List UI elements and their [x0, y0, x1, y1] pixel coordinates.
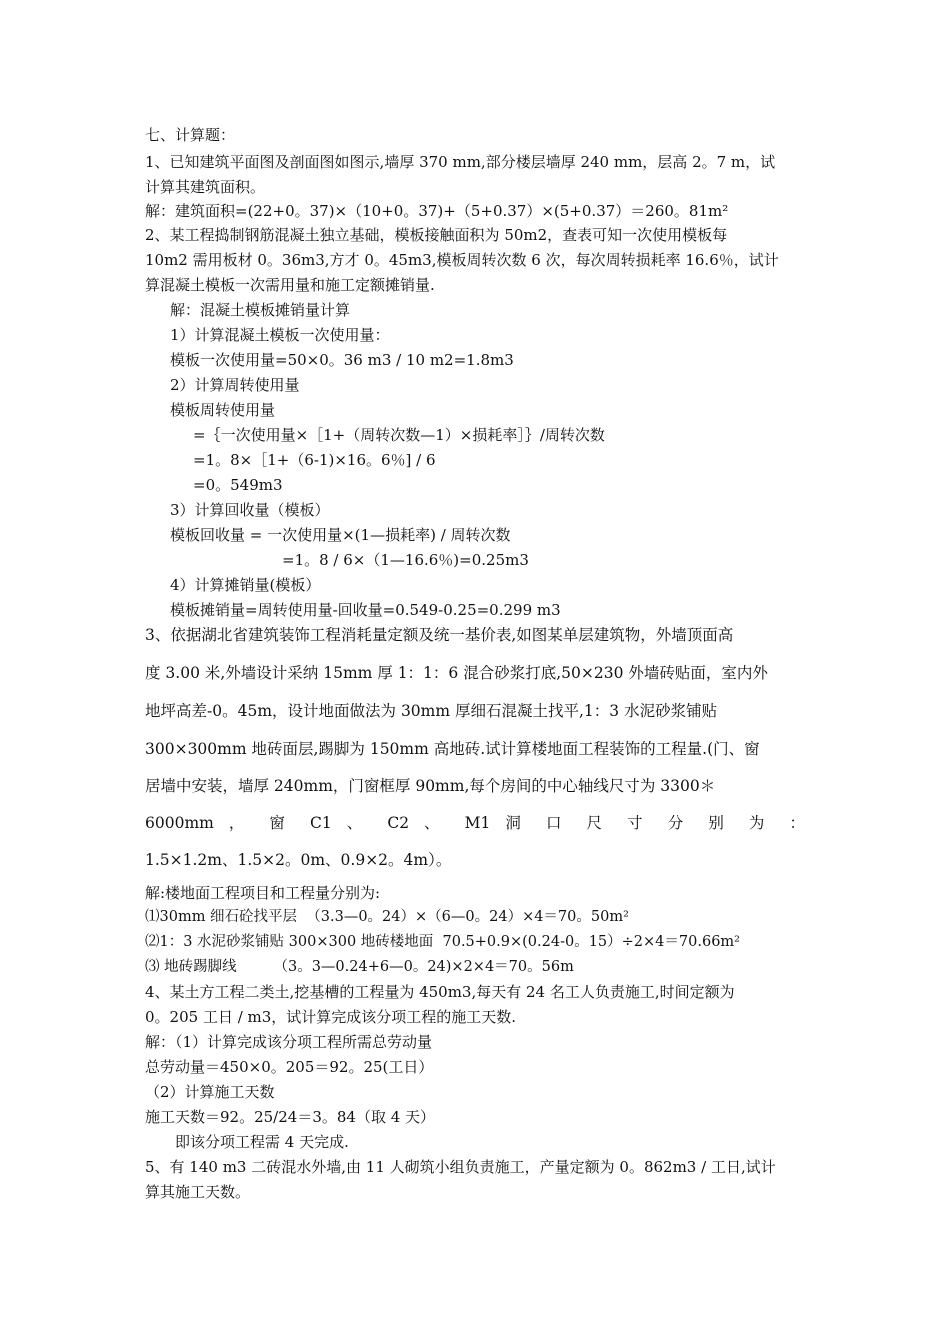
answer-2-step-3-formula: 模板回收量 = 一次使用量×(1—损耗率) / 周转次数	[170, 526, 511, 544]
answer-3-heading: 解:楼地面工程项目和工程量分别为:	[145, 884, 381, 902]
answer-2-step-2-formula: =｛一次使用量×［1+（周转次数—1）×损耗率］｝/周转次数	[193, 426, 605, 444]
question-1-line-2: 计算其建筑面积。	[145, 178, 266, 196]
question-5-line-2: 算其施工天数。	[145, 1183, 251, 1201]
question-3-line-2: 度 3.00 米,外墙设计采纳 15mm 厚 1：1：6 混合砂浆打底,50×230 外墙砖贴面，室内外	[145, 664, 768, 682]
answer-4-step-2: （2）计算施工天数	[145, 1083, 275, 1101]
question-3-line-6: 6000mm ， 窗 C1 、 C2 、 M1 洞 口 尺 寸 分 别 为 ：	[145, 814, 805, 832]
answer-3-item-1: ⑴30mm 细石砼找平层 （3.3—0。24）×（6—0。24）×4＝70。50m²	[145, 909, 629, 925]
answer-2-step-3-result: =1。8 / 6×（1—16.6％)=0.25m3	[282, 551, 529, 569]
answer-4-conclusion: 即该分项工程需 4 天完成.	[175, 1133, 349, 1151]
question-2-line-3: 算混凝土模板一次需用量和施工定额摊销量.	[145, 276, 435, 294]
answer-4-step-1-formula: 总劳动量＝450×0。205＝92。25(工日）	[145, 1058, 434, 1076]
answer-1: 解：建筑面积=(22+0。37)×（10+0。37)+（5+0.37）×(5+0.37）＝260。81m²	[145, 202, 729, 220]
section-heading: 七、计算题：	[145, 126, 236, 144]
answer-2-step-4-formula: 模板摊销量=周转使用量-回收量=0.549-0.25=0.299 m3	[170, 601, 561, 619]
answer-2-step-2-result: =0。549m3	[193, 476, 283, 494]
question-1-line-1: 1、已知建筑平面图及剖面图如图示,墙厚 370 mm,部分楼层墙厚 240 mm，层高 2。7 m，试	[145, 153, 776, 171]
answer-2-step-4: 4）计算摊销量(模板）	[170, 576, 321, 594]
answer-2-step-2-label: 模板周转使用量	[170, 401, 276, 419]
answer-4-step-2-formula: 施工天数＝92。25/24＝3。84（取 4 天）	[145, 1108, 436, 1126]
question-2-line-2: 10m2 需用板材 0。36m3,方才 0。45m3,模板周转次数 6 次，每次周转损耗率 16.6％，试计	[145, 251, 779, 269]
question-5-line-1: 5、有 140 m3 二砖混水外墙,由 11 人砌筑小组负责施工，产量定额为 0。862m3 / 工日,试计	[145, 1158, 776, 1176]
question-3-line-5: 居墙中安装，墙厚 240mm，门窗框厚 90mm,每个房间的中心轴线尺寸为 3300＊	[145, 777, 716, 795]
question-3-line-7: 1.5×1.2m、1.5×2。0m、0.9×2。4m）。	[145, 851, 452, 869]
question-2-line-1: 2、某工程捣制钢筋混凝土独立基础，模板接触面积为 50m2，查表可知一次使用模板每	[145, 226, 728, 244]
answer-2-step-1-formula: 模板一次使用量=50×0。36 m3 / 10 m2=1.8m3	[170, 351, 514, 369]
answer-2-heading: 解：混凝土模板摊销量计算	[170, 301, 351, 319]
answer-2-step-1: 1）计算混凝土模板一次使用量：	[170, 326, 390, 344]
question-4-line-1: 4、某土方工程二类土,挖基槽的工程量为 450m3,每天有 24 名工人负责施工,时间定额为	[145, 983, 735, 1001]
answer-3-item-2: ⑵1：3 水泥砂浆铺贴 300×300 地砖楼地面 70.5+0.9×(0.24-0。15）÷2×4＝70.66m²	[145, 934, 740, 950]
question-3-line-3: 地坪高差-0。45m，设计地面做法为 30mm 厚细石混凝土找平,1：3 水泥砂浆铺贴	[145, 702, 718, 720]
answer-4-step-1: 解：（1）计算完成该分项工程所需总劳动量	[145, 1033, 433, 1051]
question-3-line-1: 3、依据湖北省建筑装饰工程消耗量定额及统一基价表,如图某单层建筑物，外墙顶面高	[145, 626, 734, 644]
answer-2-step-2-substitution: =1。8×［1+（6-1)×16。6％] / 6	[193, 451, 436, 469]
answer-2-step-2: 2）计算周转使用量	[170, 376, 300, 394]
answer-3-item-3: ⑶ 地砖踢脚线 （3。3—0.24+6—0。24)×2×4＝70。56m	[145, 959, 574, 975]
answer-2-step-3: 3）计算回收量（模板）	[170, 501, 330, 519]
question-3-line-4: 300×300mm 地砖面层,踢脚为 150mm 高地砖.试计算楼地面工程装饰的工程量.(门、窗	[145, 740, 760, 758]
question-4-line-2: 0。205 工日 / m3，试计算完成该分项工程的施工天数.	[145, 1008, 517, 1026]
